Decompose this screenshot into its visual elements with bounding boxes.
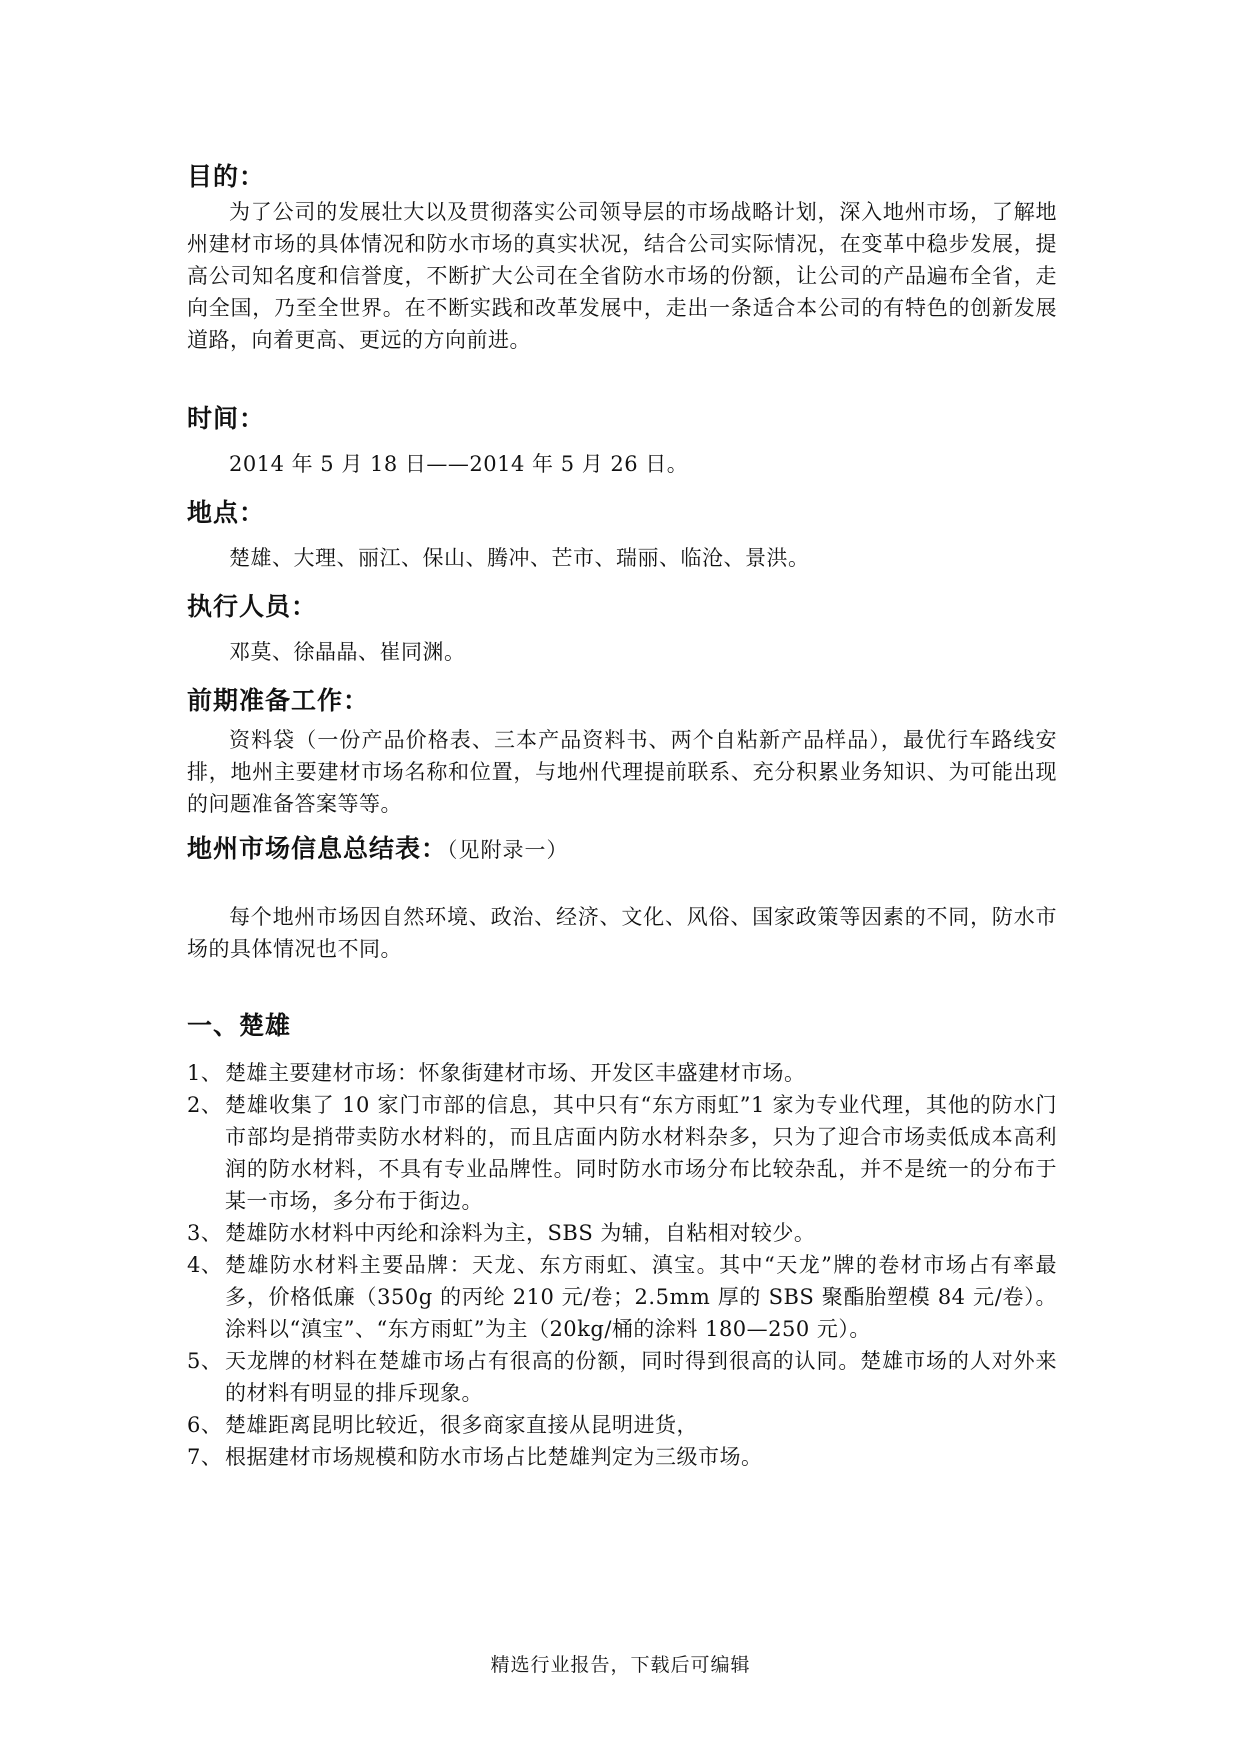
staff-paragraph: 邓莫、徐晶晶、崔同渊。 xyxy=(229,640,466,664)
intro-paragraph: 每个地州市场因自然环境、政治、经济、文化、风俗、国家政策等因素的不同，防水市场的具体情况也不同。 xyxy=(187,905,1057,961)
list-item-text: 楚雄防水材料主要品牌：天龙、东方雨虹、滇宝。其中“天龙”牌的卷材市场占有率最多，价格低廉（350g 的丙纶 210 元/卷；2.5mm 厚的 SBS 聚酯胎塑模 84 元/卷）。涂料以“滇宝”、“东方雨虹”为主（20kg/桶的涂料 180—250 元）。 xyxy=(225,1253,1057,1341)
list-item xyxy=(187,1441,1057,1473)
summary-heading xyxy=(187,832,1057,867)
location-paragraph: 楚雄、大理、丽江、保山、腾冲、芒市、瑞丽、临沧、景洪。 xyxy=(229,546,810,570)
summary-heading-text: 地州市场信息总结表： xyxy=(187,834,448,863)
list-item-number: 2、 xyxy=(187,1093,223,1117)
list-item xyxy=(187,1345,1057,1409)
list-item xyxy=(187,1249,1057,1345)
list-item-text: 天龙牌的材料在楚雄市场占有很高的份额，同时得到很高的认同。楚雄市场的人对外来的材料有明显的排斥现象。 xyxy=(225,1349,1057,1405)
chuxiong-heading: 一、楚雄 xyxy=(187,1011,292,1040)
list-item-text: 楚雄距离昆明比较近，很多商家直接从昆明进货， xyxy=(225,1413,698,1437)
list-item-text: 根据建材市场规模和防水市场占比楚雄判定为三级市场。 xyxy=(225,1445,763,1469)
time-heading: 时间： xyxy=(187,404,266,433)
list-item xyxy=(187,1089,1057,1217)
page-footer: 精选行业报告，下载后可编辑 xyxy=(490,1654,751,1676)
list-item xyxy=(187,1057,1057,1089)
list-item-text: 楚雄收集了 10 家门市部的信息，其中只有“东方雨虹”1 家为专业代理，其他的防水门市部均是捎带卖防水材料的，而且店面内防水材料杂多，只为了迎合市场卖低成本高利润的防水材料，不具有专业品牌性。同时防水市场分布比较杂乱，并不是统一的分布于某一市场，多分布于街边。 xyxy=(225,1093,1057,1213)
list-item xyxy=(187,1217,1057,1249)
staff-heading: 执行人员： xyxy=(187,592,318,621)
list-item-number: 4、 xyxy=(187,1253,223,1277)
chuxiong-list xyxy=(187,1057,1057,1473)
list-item-number: 1、 xyxy=(187,1061,223,1085)
list-item-number: 3、 xyxy=(187,1221,223,1245)
list-item-text: 楚雄防水材料中丙纶和涂料为主，SBS 为辅，自粘相对较少。 xyxy=(225,1221,816,1245)
summary-heading-aside: （见附录一） xyxy=(447,838,569,862)
time-paragraph: 2014 年 5 月 18 日——2014 年 5 月 26 日。 xyxy=(229,452,689,476)
list-item-number: 5、 xyxy=(187,1349,223,1373)
preparation-paragraph: 资料袋（一份产品价格表、三本产品资料书、两个自粘新产品样品），最优行车路线安排，地州主要建材市场名称和位置，与地州代理提前联系、充分积累业务知识、为可能出现的问题准备答案等等。 xyxy=(187,728,1057,816)
list-item-number: 6、 xyxy=(187,1413,223,1437)
list-item-number: 7、 xyxy=(187,1445,223,1469)
document-content xyxy=(187,160,1057,1473)
location-heading: 地点： xyxy=(187,498,266,527)
preparation-heading: 前期准备工作： xyxy=(187,686,370,715)
list-item-text: 楚雄主要建材市场：怀象街建材市场、开发区丰盛建材市场。 xyxy=(225,1061,806,1085)
purpose-paragraph: 为了公司的发展壮大以及贯彻落实公司领导层的市场战略计划，深入地州市场，了解地州建材市场的具体情况和防水市场的真实状况，结合公司实际情况，在变革中稳步发展，提高公司知名度和信誉度，不断扩大公司在全省防水市场的份额，让公司的产品遍布全省，走向全国，乃至全世界。在不断实践和改革发展中，走出一条适合本公司的有特色的创新发展道路，向着更高、更远的方向前进。 xyxy=(187,200,1057,352)
purpose-heading: 目的： xyxy=(187,162,266,191)
list-item xyxy=(187,1409,1057,1441)
